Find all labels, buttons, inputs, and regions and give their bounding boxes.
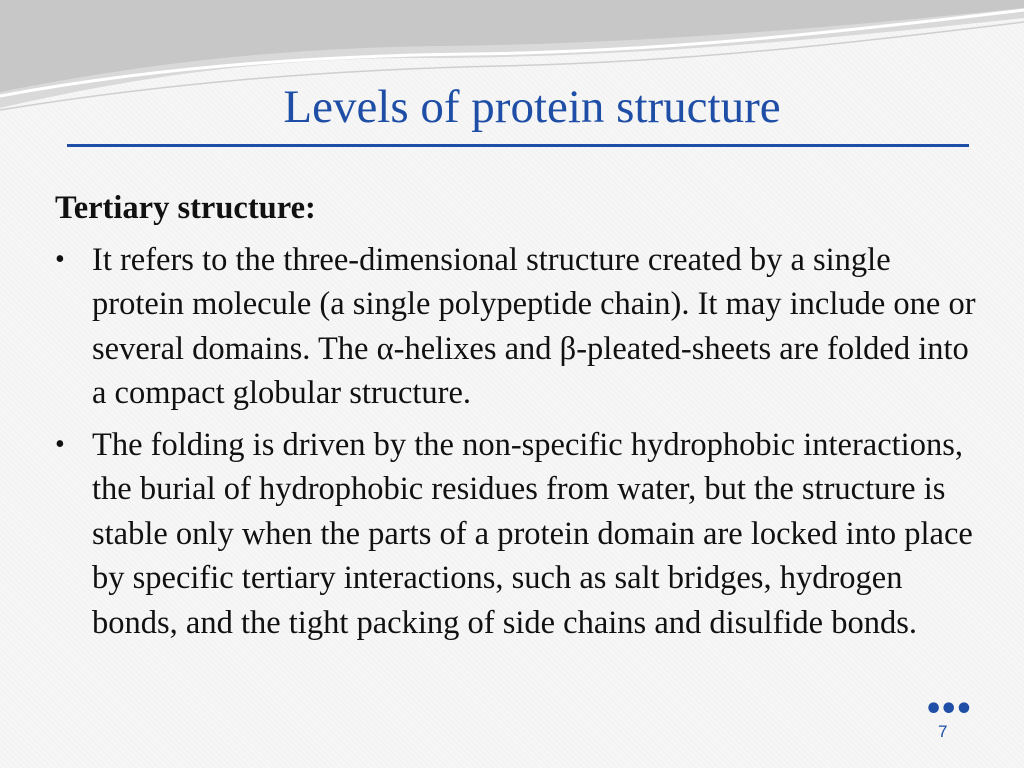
bullet-text: It refers to the three-dimensional structure created by a single protein molecule (a single polypeptide chain). It may include one or several domains. The α-helixes and β-pleated-sheets are folded into a compact globular structure. xyxy=(92,241,976,411)
bullet-item xyxy=(55,423,985,646)
bullet-dot-icon: • xyxy=(55,243,65,275)
ellipsis-icon[interactable]: ••• xyxy=(924,692,970,727)
bullet-item xyxy=(55,238,985,416)
slide-content xyxy=(55,186,985,652)
section-heading: Tertiary structure: xyxy=(55,190,316,226)
slide-title: Levels of protein structure xyxy=(283,81,781,133)
page-number: 7 xyxy=(938,722,948,741)
bullet-dot-icon: • xyxy=(55,428,65,460)
title-underline xyxy=(67,144,969,147)
bullet-text: The folding is driven by the non-specific hydrophobic interactions, the burial of hydrophobic residues from water, but the structure is stable only when the parts of a protein domain are locked into place by specific tertiary interactions, such as salt bridges, hydrogen bonds, and the tight packing of side chains and disulfide bonds. xyxy=(92,426,973,641)
